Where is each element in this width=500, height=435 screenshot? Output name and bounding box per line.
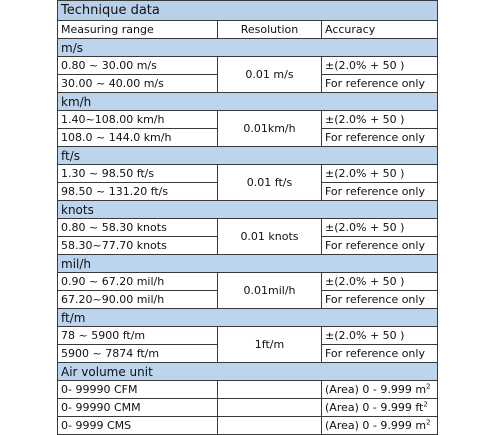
table-row [58, 399, 438, 417]
accuracy-cell: ±(2.0% + 50 ) [322, 165, 438, 183]
header-measuring-range: Measuring range [58, 21, 218, 39]
unit-exponent: 2 [426, 417, 431, 426]
accuracy-cell: ±(2.0% + 50 ) [322, 273, 438, 291]
table-row [58, 381, 438, 399]
resolution-cell: 0.01 m/s [218, 57, 322, 93]
accuracy-cell: ±(2.0% + 50 ) [322, 219, 438, 237]
accuracy-cell: For reference only [322, 291, 438, 309]
table-row [58, 417, 438, 435]
accuracy-cell [322, 417, 438, 435]
unit-exponent: 2 [426, 381, 431, 390]
range-cell: 98.50 ~ 131.20 ft/s [58, 183, 218, 201]
accuracy-text: (Area) 0 - 9.999 ft [325, 400, 424, 414]
accuracy-cell: ±(2.0% + 50 ) [322, 111, 438, 129]
resolution-cell: 0.01km/h [218, 111, 322, 147]
table-row [58, 111, 438, 129]
resolution-cell [218, 381, 322, 399]
range-cell: 67.20~90.00 mil/h [58, 291, 218, 309]
range-cell: 1.30 ~ 98.50 ft/s [58, 165, 218, 183]
accuracy-cell: For reference only [322, 237, 438, 255]
section-row [58, 39, 438, 57]
range-cell: 108.0 ~ 144.0 km/h [58, 129, 218, 147]
table-row [58, 57, 438, 75]
accuracy-cell: For reference only [322, 183, 438, 201]
range-cell: 5900 ~ 7874 ft/m [58, 345, 218, 363]
section-row [58, 201, 438, 219]
accuracy-cell: For reference only [322, 75, 438, 93]
table-row [58, 219, 438, 237]
header-row [58, 21, 438, 39]
accuracy-cell [322, 399, 438, 417]
range-cell: 0- 9999 CMS [58, 417, 218, 435]
range-cell: 58.30~77.70 knots [58, 237, 218, 255]
accuracy-cell: ±(2.0% + 50 ) [322, 57, 438, 75]
resolution-cell: 1ft/m [218, 327, 322, 363]
section-row [58, 255, 438, 273]
section-row [58, 93, 438, 111]
range-cell: 78 ~ 5900 ft/m [58, 327, 218, 345]
unit-exponent: 2 [423, 399, 428, 408]
technique-data-table [57, 0, 437, 435]
header-resolution: Resolution [218, 21, 322, 39]
accuracy-cell: For reference only [322, 129, 438, 147]
accuracy-cell: ±(2.0% + 50 ) [322, 327, 438, 345]
section-row [58, 363, 438, 381]
title-row [58, 1, 438, 21]
resolution-cell [218, 417, 322, 435]
section-title: Air volume unit [58, 363, 438, 381]
table-title: Technique data [58, 1, 438, 21]
range-cell: 0.90 ~ 67.20 mil/h [58, 273, 218, 291]
section-title: m/s [58, 39, 438, 57]
range-cell: 0- 99990 CMM [58, 399, 218, 417]
section-title: km/h [58, 93, 438, 111]
section-title: knots [58, 201, 438, 219]
range-cell: 0- 99990 CFM [58, 381, 218, 399]
range-cell: 1.40~108.00 km/h [58, 111, 218, 129]
table-row [58, 165, 438, 183]
table-row [58, 273, 438, 291]
range-cell: 30.00 ~ 40.00 m/s [58, 75, 218, 93]
resolution-cell [218, 399, 322, 417]
accuracy-cell [322, 381, 438, 399]
section-title: ft/m [58, 309, 438, 327]
resolution-cell: 0.01 knots [218, 219, 322, 255]
section-title: ft/s [58, 147, 438, 165]
range-cell: 0.80 ~ 58.30 knots [58, 219, 218, 237]
range-cell: 0.80 ~ 30.00 m/s [58, 57, 218, 75]
header-accuracy: Accuracy [322, 21, 438, 39]
section-row [58, 309, 438, 327]
resolution-cell: 0.01 ft/s [218, 165, 322, 201]
accuracy-text: (Area) 0 - 9.999 m [325, 418, 427, 432]
resolution-cell: 0.01mil/h [218, 273, 322, 309]
accuracy-text: (Area) 0 - 9.999 m [325, 382, 427, 396]
table-row [58, 327, 438, 345]
section-title: mil/h [58, 255, 438, 273]
accuracy-cell: For reference only [322, 345, 438, 363]
section-row [58, 147, 438, 165]
